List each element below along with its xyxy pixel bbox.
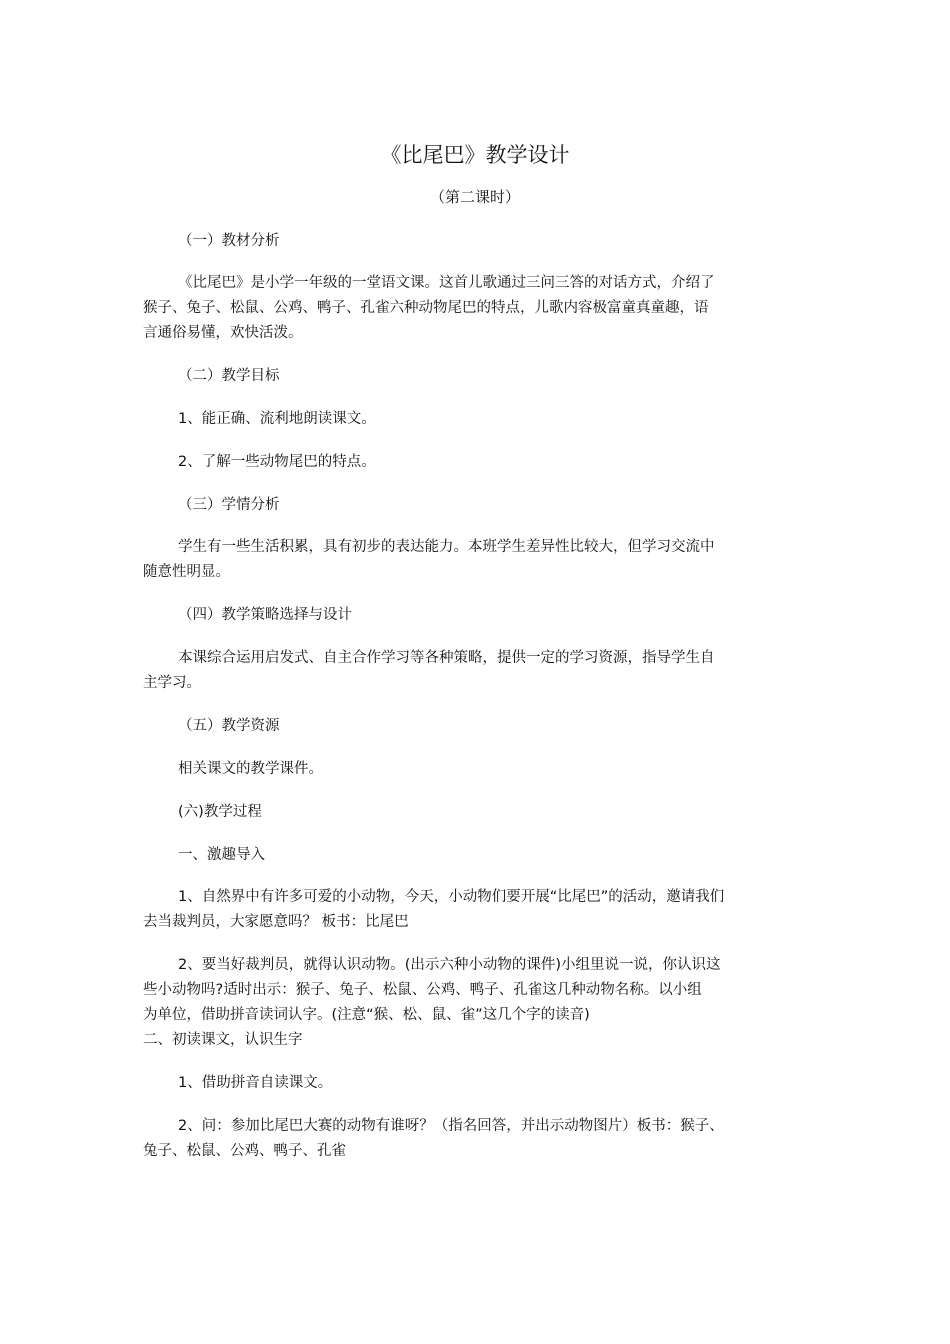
paragraph bbox=[143, 646, 803, 696]
section-heading bbox=[143, 843, 803, 868]
text-line: 学生有一些生活积累，具有初步的表达能力。本班学生差异性比较大，但学习交流中 bbox=[178, 539, 715, 555]
text-line: 1、借助拼音自读课文。 bbox=[178, 1075, 333, 1091]
paragraph bbox=[143, 1071, 803, 1096]
text-line: 兔子、松鼠、公鸡、鸭子、孔雀 bbox=[143, 1143, 346, 1159]
text-line: （五）教学资源 bbox=[178, 718, 280, 734]
text-line: 1、自然界中有许多可爱的小动物，今天，小动物们要开展“比尾巴”的活动，邀请我们 bbox=[178, 889, 725, 905]
text-line: 主学习。 bbox=[143, 675, 201, 691]
paragraph bbox=[143, 757, 803, 782]
document-subtitle: （第二课时） bbox=[429, 188, 520, 206]
text-line: 本课综合运用启发式、自主合作学习等各种策略，提供一定的学习资源，指导学生自 bbox=[178, 650, 715, 666]
text-line: 相关课文的教学课件。 bbox=[178, 761, 323, 777]
text-line: 2、了解一些动物尾巴的特点。 bbox=[178, 454, 376, 470]
text-line: (六)教学过程 bbox=[178, 804, 262, 820]
text-line: （二）教学目标 bbox=[178, 368, 280, 384]
document-title: 《比尾巴》教学设计 bbox=[380, 143, 570, 167]
text-line: 1、能正确、流利地朗读课文。 bbox=[178, 411, 376, 427]
section-heading bbox=[143, 229, 803, 254]
text-line: 2、要当好裁判员，就得认识动物。(出示六种小动物的课件)小组里说一说，你认识这 bbox=[178, 957, 721, 973]
text-line: 为单位，借助拼音读词认字。(注意“猴、松、鼠、雀”这几个字的读音) bbox=[143, 1007, 590, 1023]
text-line: （三）学情分析 bbox=[178, 497, 280, 513]
paragraph bbox=[143, 1114, 803, 1164]
text-line: 言通俗易懂，欢快活泼。 bbox=[143, 325, 303, 341]
section-heading bbox=[143, 714, 803, 739]
text-line: 去当裁判员，大家愿意吗？ 板书：比尾巴 bbox=[143, 914, 409, 930]
text-line: 一、激趣导入 bbox=[178, 847, 265, 863]
text-line: 猴子、兔子、松鼠、公鸡、鸭子、孔雀六种动物尾巴的特点，儿歌内容极富童真童趣，语 bbox=[143, 300, 709, 316]
text-line: （一）教材分析 bbox=[178, 233, 280, 249]
section-heading: 二、初读课文，认识生字 bbox=[143, 1032, 303, 1048]
text-line: 《比尾巴》是小学一年级的一堂语文课。这首儿歌通过三问三答的对话方式，介绍了 bbox=[178, 275, 715, 291]
paragraph bbox=[143, 953, 803, 1053]
text-line: （四）教学策略选择与设计 bbox=[178, 607, 352, 623]
section-heading bbox=[143, 364, 803, 389]
section-heading bbox=[143, 800, 803, 825]
text-line: 些小动物吗?适时出示：猴子、兔子、松鼠、公鸡、鸭子、孔雀这几种动物名称。以小组 bbox=[143, 982, 702, 998]
paragraph bbox=[143, 450, 803, 475]
text-line: 2、问：参加比尾巴大赛的动物有谁呀？（指名回答，并出示动物图片）板书：猴子、 bbox=[178, 1118, 724, 1134]
section-heading bbox=[143, 603, 803, 628]
paragraph bbox=[143, 885, 803, 935]
paragraph bbox=[143, 407, 803, 432]
section-heading bbox=[143, 493, 803, 518]
text-line: 随意性明显。 bbox=[143, 564, 230, 580]
paragraph bbox=[143, 535, 803, 585]
paragraph bbox=[143, 271, 803, 346]
